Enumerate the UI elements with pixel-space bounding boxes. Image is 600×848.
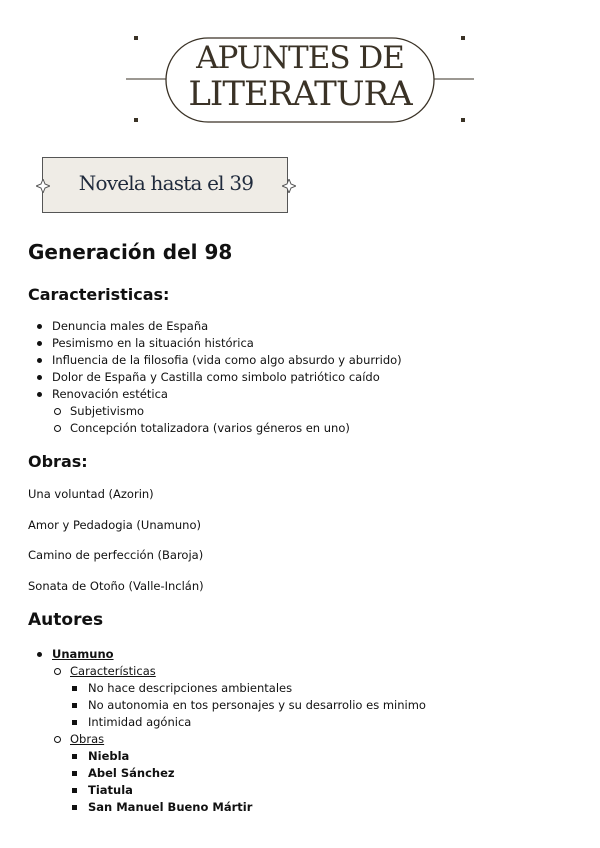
author-name: Unamuno: [52, 647, 114, 661]
characteristic-item: Intimidad agónica: [28, 714, 426, 731]
obra-item: Camino de perfección (Baroja): [28, 548, 204, 562]
work-item: Abel Sánchez: [28, 765, 426, 782]
list-subitem: Concepción totalizadora (varios géneros en uno): [28, 420, 402, 437]
list-item: Renovación estética: [28, 386, 402, 403]
work-item: Niebla: [28, 748, 426, 765]
obras-heading: Obras:: [28, 452, 88, 471]
author-works-label: Obras: [28, 731, 426, 748]
list-item: Influencia de la filosofia (vida como algo absurdo y aburrido): [28, 352, 402, 369]
autores-list: [28, 646, 426, 816]
obra-item: Una voluntad (Azorin): [28, 487, 154, 501]
caracteristicas-heading: Caracteristicas:: [28, 285, 170, 304]
list-subitem: Subjetivismo: [28, 403, 402, 420]
section-title-box: [42, 157, 288, 213]
banner-title-line2: LITERATURA: [188, 74, 412, 114]
work-item: San Manuel Bueno Mártir: [28, 799, 426, 816]
work-item: Tiatula: [28, 782, 426, 799]
list-item: Denuncia males de España: [28, 318, 402, 335]
page-heading: Generación del 98: [28, 240, 233, 264]
autores-heading: Autores: [28, 610, 104, 630]
banner-title-line1: APUNTES DE: [196, 40, 404, 76]
obra-item: Amor y Pedadogia (Unamuno): [28, 518, 201, 532]
characteristic-item: No autonomia en tos personajes y su desarrolio es minimo: [28, 697, 426, 714]
characteristic-item: No hace descripciones ambientales: [28, 680, 426, 697]
right-diamond-icon: [282, 179, 296, 193]
author-characteristics-label: Características: [28, 663, 426, 680]
author-item: [28, 646, 426, 663]
header-banner: [124, 30, 476, 130]
section-title: Novela hasta el 39: [78, 171, 254, 195]
list-item: Pesimismo en la situación histórica: [28, 335, 402, 352]
obra-item: Sonata de Otoño (Valle-Inclán): [28, 579, 204, 593]
caracteristicas-list: [28, 318, 402, 437]
list-item: Dolor de España y Castilla como simbolo patriótico caído: [28, 369, 402, 386]
